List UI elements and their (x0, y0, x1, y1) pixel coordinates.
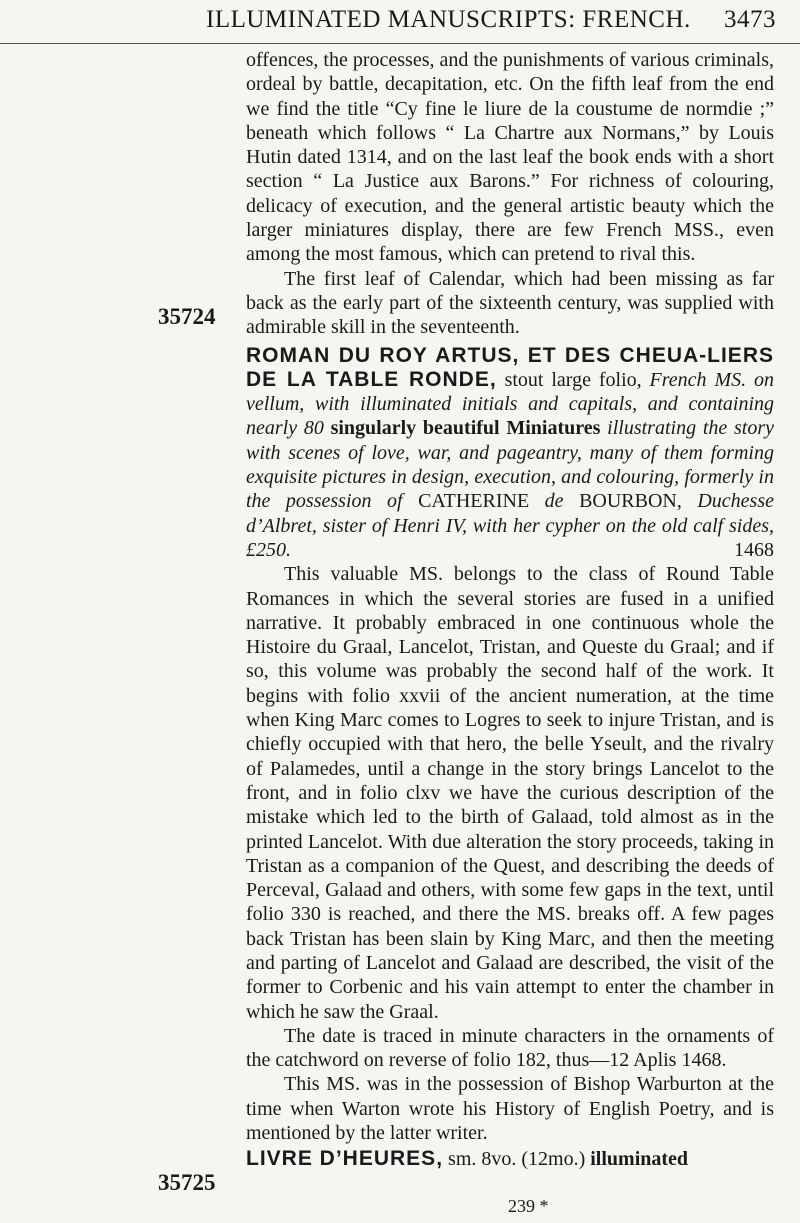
body-text (246, 48, 774, 1172)
calendar-note-paragraph: The first leaf of Calendar, which had been missing as far back as the early part of the sixteenth century, was supplied with admirable skill in the seventeenth. (246, 267, 774, 339)
lot-35724-entry (246, 344, 774, 563)
lot-35724-desc-2: French MS. on vellum, (246, 368, 775, 416)
lot-number-35724: 35724 (158, 304, 216, 329)
lot-35725-desc-bold: illuminated (590, 1148, 689, 1171)
running-header (206, 6, 776, 34)
header-title: ILLUMINATED MANUSCRIPTS: FRENCH. (206, 6, 691, 33)
lot-35724-desc-8: BOURBON, (579, 490, 682, 513)
lot-35724-desc-1: stout large folio, (496, 368, 650, 391)
lot-35725-entry (246, 1147, 774, 1171)
lot-35724-desc-3: with illuminated initials and capitals, and containing nearly 80 (246, 393, 774, 440)
page-number: 3473 (724, 6, 776, 33)
lot-35725-title: LIVRE D’HEURES, (246, 1147, 444, 1171)
header-rule (0, 43, 800, 44)
lot-35724-paragraph-1: This valuable MS. belongs to the class of Round Table Romances in which the several stories are fused in a unified narrative. It probably embraced in one continuous whole the Histoire du Graal, Lancelot, Tristan, and Queste du Graal; and if so, this volume was probably the second half of the work. It begins with folio xxvii of the ancient numeration, at the time when King Marc comes to Logres to seek to injure Tristan, and is chiefly occupied with that hero, the belle Yseult, and the rivalry of Palamedes, until a change in the story brings Lancelot to the front, and in folio clxv we have the curious description of the mistake which led to the birth of Galaad, told almost as in the printed Lancelot. With due alteration the story proceeds, taking in Tristan as a companion of the Quest, and describing the deeds of Perceval, Galaad and others, with some few gaps in the text, until folio 330 is reached, and there the MS. breaks off. A few pages back Tristan has been slain by King Marc, and then the meeting and parting of Lancelot and Galaad are described, the visit of the former to Corbenic and his vain attempt to enter the chamber in which he saw the Graal. (246, 563, 774, 1023)
printer-signature: 239 * (508, 1196, 549, 1216)
lot-35724-paragraph-2: The date is traced in minute characters in the ornaments of the catchword on reverse of folio 182, thus—12 Aplis 1468. (246, 1024, 774, 1072)
lot-35724-price-code: 1468 (734, 538, 774, 561)
lot-35724-title: ROMAN DU ROY ARTUS, ET DES CHEUA-LIERS DE LA TABLE RONDE, (246, 343, 774, 391)
lot-35724-paragraph-3: This MS. was in the possession of Bishop Warburton at the time when Warton wrote his History of English Poetry, and is mentioned by the latter writer. (246, 1073, 774, 1145)
lot-35724-desc-9: Duchesse d’Albret, sister of Henri IV, with her cypher on the old calf sides, £250. (246, 490, 774, 561)
lot-35724-desc-4: singularly beautiful Miniatures (330, 417, 601, 440)
lot-35724-desc-7: de (529, 490, 580, 513)
lot-35724-desc-6: CATHERINE (418, 490, 530, 513)
continuation-paragraph: offences, the processes, and the punishments of various criminals, ordeal by battle, decapitation, etc. On the fifth leaf from the end we find the title “Cy fine le liure de la coustume de normdie ;” beneath which follows “ La Chartre aux Normans,” by Louis Hutin dated 1314, and on the last leaf the book ends with a short section “ La Justice aux Barons.” For richness of colouring, delicacy of execution, and the general artistic beauty which the larger miniatures display, there are few French MSS., even among the most famous, which can pretend to rival this. (246, 49, 774, 266)
lot-35725-desc: sm. 8vo. (12mo.) (443, 1148, 591, 1171)
lot-35724-desc-5: illustrating the story with scenes of love, war, and pageantry, many of them forming exquisite pictures in design, execution, and colouring, formerly in the possession of (246, 417, 775, 513)
lot-number-35725: 35725 (158, 1170, 216, 1195)
